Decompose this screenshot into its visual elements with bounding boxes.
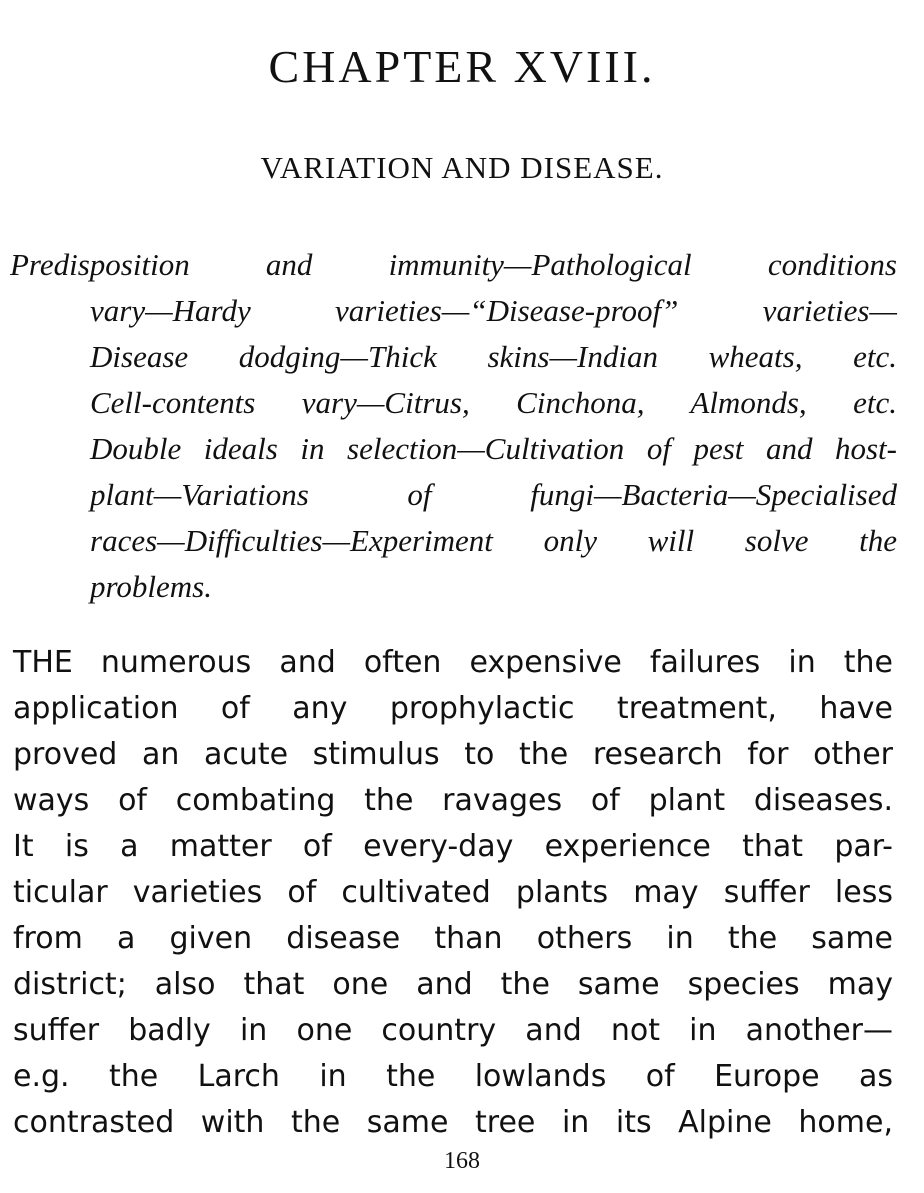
summary-line: Double ideals in selection—Cultivation of pest and host- [90, 431, 897, 466]
body-line: ticular varieties of cultivated plants may suffer less [13, 875, 893, 910]
body-line: ways of combating the ravages of plant diseases. [13, 783, 893, 818]
summary-line: problems. [90, 569, 212, 604]
summary-line: Cell-contents vary—Citrus, Cinchona, Almonds, etc. [90, 385, 897, 420]
summary-line: races—Difficulties—Experiment only will solve the [90, 523, 897, 558]
chapter-subtitle: VARIATION AND DISEASE. [260, 150, 664, 185]
summary-line: Disease dodging—Thick skins—Indian wheats, etc. [90, 339, 897, 374]
body-line: district; also that one and the same species may [13, 967, 893, 1002]
body-line: application of any prophylactic treatment, have [13, 691, 893, 726]
chapter-title: CHAPTER XVIII. [268, 41, 656, 92]
body-line: from a given disease than others in the same [13, 921, 893, 956]
body-line: It is a matter of every-day experience that par- [13, 829, 893, 864]
body-line: proved an acute stimulus to the research for other [13, 737, 893, 772]
summary-line: Predisposition and immunity—Pathological conditions [10, 247, 897, 282]
summary-line: vary—Hardy varieties—“Disease-proof” varieties— [90, 293, 897, 328]
body-line: THE numerous and often expensive failures in the [13, 645, 893, 680]
body-line: e.g. the Larch in the lowlands of Europe as [13, 1059, 893, 1094]
body-line: suffer badly in one country and not in another— [13, 1013, 893, 1048]
page-number: 168 [444, 1148, 480, 1174]
body-line: contrasted with the same tree in its Alpine home, [13, 1105, 893, 1140]
summary-line: plant—Variations of fungi—Bacteria—Specialised [90, 477, 897, 512]
